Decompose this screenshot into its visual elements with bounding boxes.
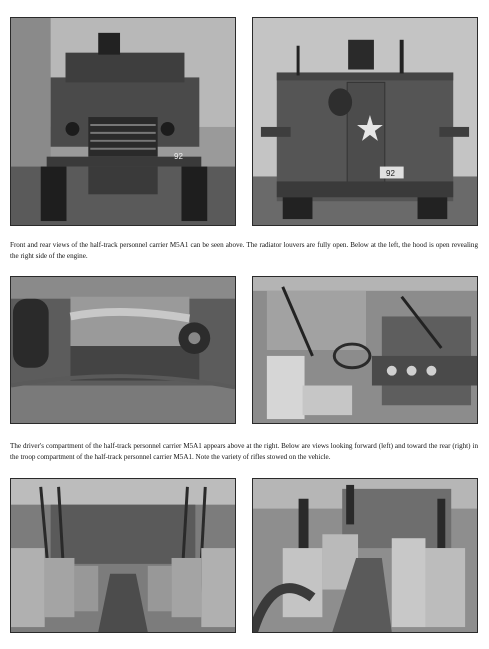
photo-troop-compartment-rear: [252, 478, 478, 633]
photo-drivers-compartment: [252, 276, 478, 424]
photo-engine-compartment: [10, 276, 236, 424]
photo-troop-compartment-forward: [10, 478, 236, 633]
photo-front-view: [10, 17, 236, 226]
photo-rear-view: [252, 17, 478, 226]
bumper-number: 92: [174, 152, 183, 161]
caption-middle: The driver's compartment of the half-track personnel carrier M5A1 appears above at the right. Below are views looking forward (left) and toward the rear (right) in the troop compartment of the half-track personnel carrier M5A1. Note the variety of rifles stowed on the vehicle.: [10, 442, 478, 462]
caption-top: Front and rear views of the half-track personnel carrier M5A1 can be seen above. The radiator louvers are fully open. Below at the left, the hood is open revealing the right side of the engine.: [10, 241, 478, 261]
license-plate-number: 92: [386, 169, 395, 178]
